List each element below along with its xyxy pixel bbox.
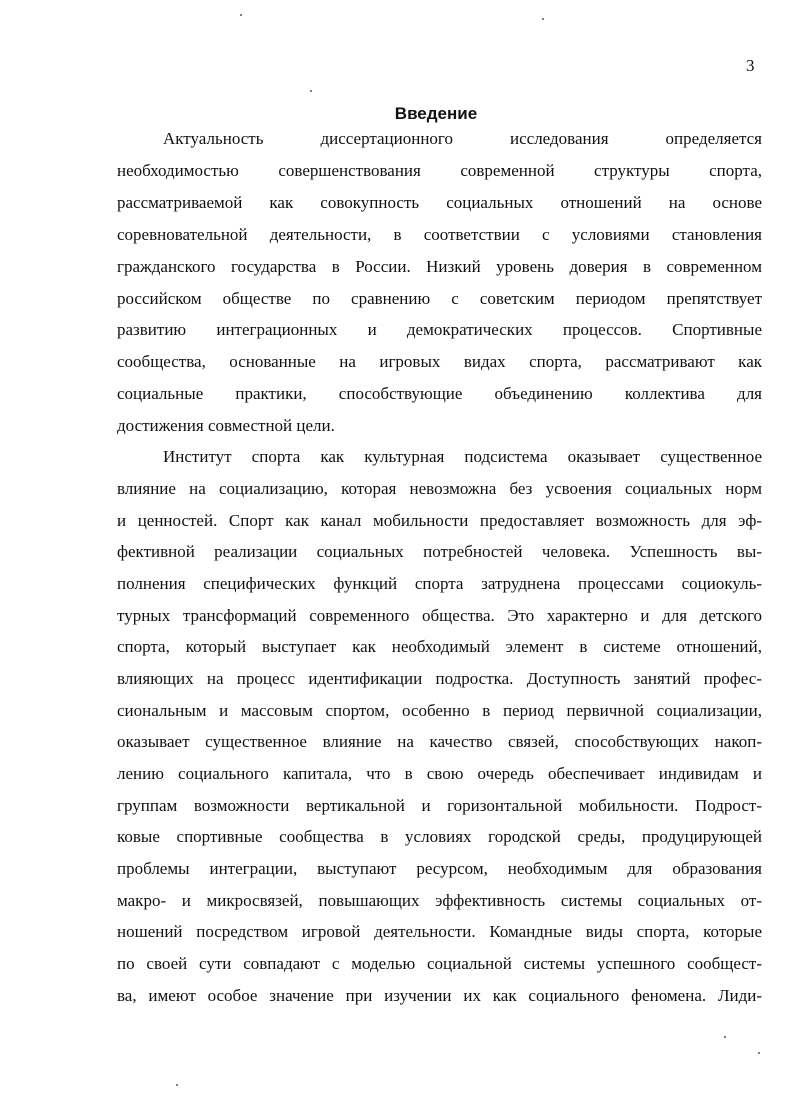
scan-speck	[758, 1052, 760, 1054]
page-title: Введение	[394, 104, 478, 123]
text-line: сообщества, основанные на игровых видах спорта, рассматривают как	[117, 352, 762, 371]
text-line: влияние на социализацию, которая невозможна без усвоения социальных норм	[117, 479, 762, 498]
text-line: Институт спорта как культурная подсистема оказывает существенное	[163, 447, 762, 466]
text-line: российском обществе по сравнению с советским периодом препятствует	[117, 289, 762, 308]
text-line: ковые спортивные сообщества в условиях городской среды, продуцирующей	[117, 827, 762, 846]
text-line: группам возможности вертикальной и горизонтальной мобильности. Подрост-	[117, 796, 762, 815]
scan-speck	[542, 18, 544, 20]
text-line: ва, имеют особое значение при изучении их как социального феномена. Лиди-	[117, 986, 762, 1005]
scan-speck	[176, 1084, 178, 1086]
text-line: сиональным и массовым спортом, особенно в период первичной социализации,	[117, 701, 762, 720]
text-line: рассматриваемой как совокупность социальных отношений на основе	[117, 193, 762, 212]
text-line: достижения совместной цели.	[117, 416, 335, 435]
text-line: необходимостью совершенствования современной структуры спорта,	[117, 161, 762, 180]
text-line: по своей сути совпадают с моделью социальной системы успешного сообщест-	[117, 954, 762, 973]
text-line: спорта, который выступает как необходимый элемент в системе отношений,	[117, 637, 762, 656]
text-line: полнения специфических функций спорта затруднена процессами социокуль-	[117, 574, 762, 593]
text-line: оказывает существенное влияние на качество связей, способствующих накоп-	[117, 732, 762, 751]
text-line: проблемы интеграции, выступают ресурсом, необходимым для образования	[117, 859, 762, 878]
scan-speck	[310, 90, 312, 92]
text-line: ношений посредством игровой деятельности. Командные виды спорта, которые	[117, 922, 762, 941]
text-line: гражданского государства в России. Низкий уровень доверия в современном	[117, 257, 762, 276]
text-line: и ценностей. Спорт как канал мобильности предоставляет возможность для эф-	[117, 511, 762, 530]
text-line: фективной реализации социальных потребностей человека. Успешность вы-	[117, 542, 762, 561]
scan-speck	[240, 14, 242, 16]
text-line: соревновательной деятельности, в соответствии с условиями становления	[117, 225, 762, 244]
text-line: турных трансформаций современного общества. Это характерно и для детского	[117, 606, 762, 625]
text-line: лению социального капитала, что в свою очередь обеспечивает индивидам и	[117, 764, 762, 783]
page-number: 3	[746, 56, 755, 75]
text-line: социальные практики, способствующие объединению коллектива для	[117, 384, 762, 403]
text-line: макро- и микросвязей, повышающих эффективность системы социальных от-	[117, 891, 762, 910]
text-line: развитию интеграционных и демократических процессов. Спортивные	[117, 320, 762, 339]
text-line: влияющих на процесс идентификации подростка. Доступность занятий профес-	[117, 669, 762, 688]
text-line: Актуальность диссертационного исследования определяется	[163, 129, 762, 148]
scan-speck	[724, 1036, 726, 1038]
